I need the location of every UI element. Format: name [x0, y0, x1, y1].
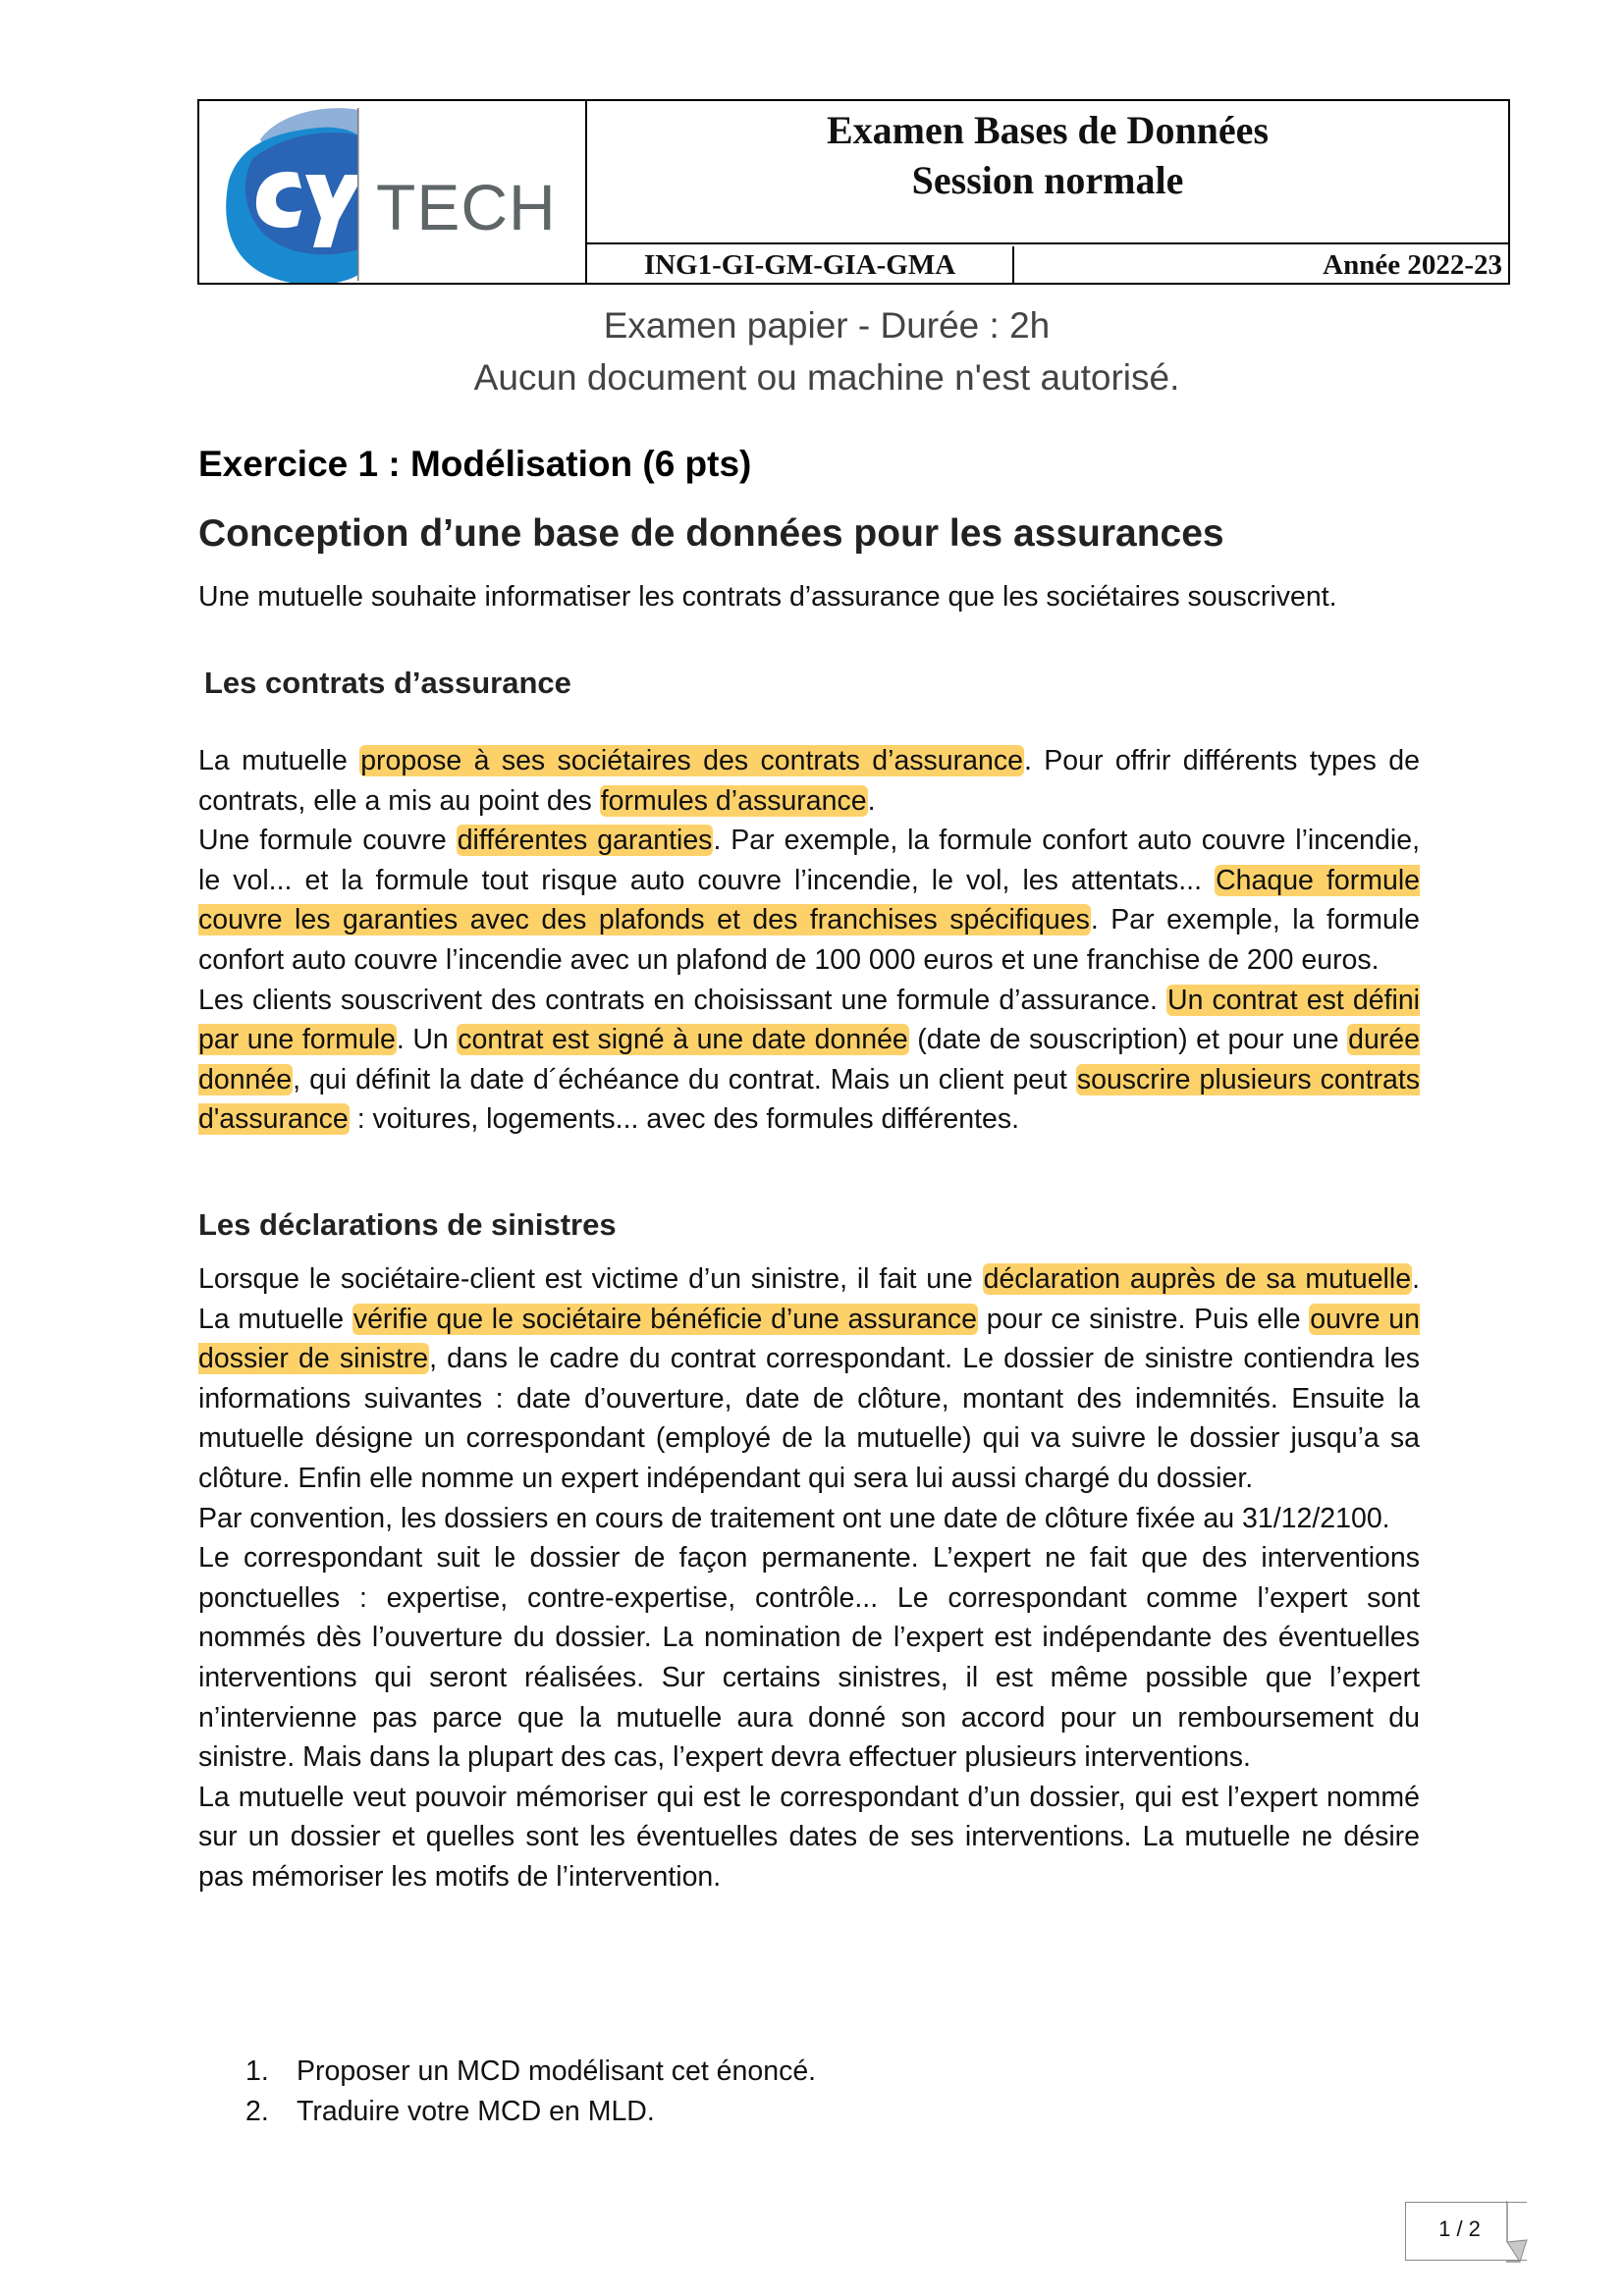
- page-curl-icon: [1506, 2201, 1528, 2264]
- highlighted-text: différentes garanties: [457, 825, 713, 857]
- paragraph: [198, 981, 1420, 1140]
- exercise-intro: Une mutuelle souhaite informatiser les contrats d’assurance que les sociétaires souscrivent.: [198, 581, 1337, 613]
- questions-list: [245, 2052, 816, 2132]
- question-text: Traduire votre MCD en MLD.: [297, 2096, 655, 2127]
- question-item: [245, 2092, 816, 2132]
- highlighted-text: durée donnée: [198, 1024, 1421, 1095]
- program-label: ING1-GI-GM-GIA-GMA: [587, 246, 1014, 283]
- logo-text: TECH: [376, 171, 557, 243]
- text-run: Le correspondant suit le dossier de façon permanente. L’expert ne fait que des interventions ponctuelles : expertise, contre-expertise, contrôle... Le correspondant comme l’expert sont nommés dès l’ouverture du dossier. La nomination de l’expert est indépendante des éventuelles interventions qui seront réalisées. Sur certains sinistres, il est même possible que l’expert n’intervienne pas parce que la mutuelle aura donné son accord pour un remboursement du sinistre. Mais dans la plupart des cas, l’expert devra effectuer plusieurs interventions.: [198, 1542, 1420, 1774]
- highlighted-text: contrat est signé à une date donnée: [458, 1024, 908, 1056]
- exercise-title: Exercice 1 : Modélisation (6 pts): [198, 444, 752, 484]
- text-run: . Par exemple, la formule confort auto couvre l’incendie avec un plafond de 100 000 euros et une franchise de 200 euros.: [198, 904, 1420, 976]
- text-run: pour ce sinistre. Puis elle: [978, 1303, 1310, 1335]
- section-body-sinistres: [198, 1259, 1420, 1897]
- highlighted-text: formules d’assurance: [600, 784, 867, 817]
- highlighted-text: Chaque formule couvre les garanties avec des plafonds et des franchises spécifiques: [198, 864, 1420, 936]
- highlighted-text: souscrire plusieurs contrats d'assurance: [198, 1063, 1420, 1136]
- text-run: (date de souscription) et pour une: [908, 1024, 1348, 1056]
- paragraph: [198, 821, 1420, 980]
- exam-title: Examen Bases de Données: [826, 108, 1270, 152]
- text-run: Les clients souscrivent des contrats en choisissant une formule d’assurance.: [198, 984, 1167, 1016]
- cy-tech-logo-icon: [211, 102, 584, 283]
- text-run: Lorsque le sociétaire-client est victime d’un sinistre, il fait une: [198, 1263, 983, 1295]
- section-heading-contrats: Les contrats d’assurance: [204, 666, 571, 700]
- page-number: 1 / 2: [1438, 2216, 1481, 2241]
- page-number-box: [1405, 2202, 1527, 2261]
- question-text: Proposer un MCD modélisant cet énoncé.: [297, 2056, 817, 2087]
- paragraph: [198, 741, 1420, 821]
- text-run: .: [867, 784, 876, 817]
- question-number: 2.: [245, 2096, 269, 2127]
- exam-duration: Examen papier - Durée : 2h: [603, 305, 1051, 346]
- exam-title-cell: [587, 101, 1508, 244]
- exercise-subject: Conception d’une base de données pour les assurances: [198, 512, 1224, 555]
- logo-cell: [199, 101, 587, 283]
- question-number: 1.: [245, 2056, 269, 2087]
- highlighted-text: ouvre un dossier de sinistre: [198, 1303, 1420, 1375]
- exam-rules: Aucun document ou machine n'est autorisé.: [473, 357, 1180, 398]
- text-run: . Par exemple, la formule confort auto couvre l’incendie, le vol... et la formule tout risque auto couvre l’incendie, le vol, les attentats...: [198, 825, 1420, 896]
- text-run: . Un: [396, 1024, 458, 1056]
- highlighted-text: vérifie que le sociétaire bénéficie d’une assurance: [352, 1303, 977, 1335]
- highlighted-text: propose à ses sociétaires des contrats d’assurance: [360, 745, 1023, 776]
- paragraph: [198, 1259, 1420, 1499]
- text-run: . Pour offrir différents types de contrats, elle a mis au point des: [198, 745, 1420, 817]
- text-run: : voitures, logements... avec des formules différentes.: [349, 1103, 1020, 1136]
- highlighted-text: déclaration auprès de sa mutuelle: [983, 1263, 1412, 1295]
- question-item: [245, 2052, 816, 2092]
- exam-header-table: [197, 99, 1510, 285]
- text-run: Une formule couvre: [198, 825, 457, 857]
- text-run: La mutuelle veut pouvoir mémoriser qui est le correspondant d’un dossier, qui est l’expert nommé sur un dossier et quelles sont les éventuelles dates de ses interventions. La mutuelle ne désire pas mémoriser les motifs de l’intervention.: [198, 1781, 1420, 1893]
- paragraph: [198, 1499, 1420, 1539]
- text-run: Par convention, les dossiers en cours de traitement ont une date de clôture fixée au 31/12/2100.: [198, 1502, 1390, 1534]
- highlighted-text: Un contrat est défini par une formule: [198, 984, 1421, 1056]
- text-run: La mutuelle: [198, 745, 360, 776]
- text-run: , dans le cadre du contrat correspondant. Le dossier de sinistre contiendra les informations suivantes : date d’ouverture, date de clôture, montant des indemnités. Ensuite la mutuelle désigne un correspondant (employé de la mutuelle) qui va suivre le dossier jusqu’a sa clôture. Enfin elle nomme un expert indépendant qui sera lui aussi chargé du dossier.: [198, 1343, 1420, 1494]
- exam-session: Session normale: [911, 158, 1184, 202]
- section-body-contrats: [198, 741, 1420, 1140]
- academic-year: Année 2022-23: [1323, 249, 1502, 281]
- paragraph: [198, 1778, 1420, 1897]
- section-heading-sinistres: Les déclarations de sinistres: [198, 1207, 617, 1242]
- paragraph: [198, 1538, 1420, 1778]
- text-run: . La mutuelle: [198, 1263, 1420, 1335]
- text-run: , qui définit la date d´échéance du contrat. Mais un client peut: [293, 1063, 1076, 1095]
